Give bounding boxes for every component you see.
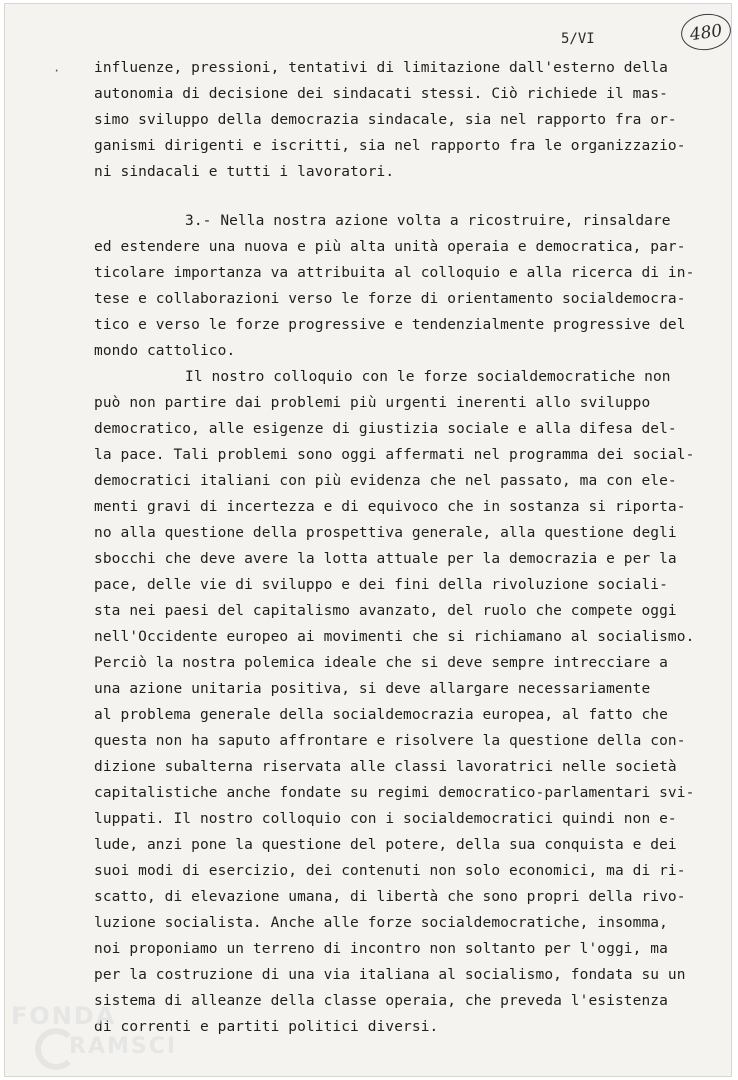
- text-line: ed estendere una nuova e più alta unità operaia e democratica, par-: [94, 239, 686, 255]
- text-line: per la costruzione di una via italiana al socialismo, fondata su un: [94, 967, 686, 983]
- text-line: influenze, pressioni, tentativi di limitazione dall'esterno della: [94, 60, 668, 76]
- watermark-text: RAMSCI: [69, 1034, 178, 1059]
- archive-watermark: [7, 1000, 197, 1077]
- text-line: democratici italiani con più evidenza che nel passato, ma con ele-: [94, 473, 677, 489]
- text-line: sta nei paesi del capitalismo avanzato, del ruolo che compete oggi: [94, 603, 677, 619]
- text-line: sbocchi che deve avere la lotta attuale per la democrazia e per la: [94, 551, 677, 567]
- text-line: ticolare importanza va attribuita al colloquio e alla ricerca di in-: [94, 265, 695, 281]
- text-line: pace, delle vie di sviluppo e dei fini della rivoluzione sociali-: [94, 577, 668, 593]
- watermark-text: FONDA: [11, 1002, 117, 1030]
- document-page: [4, 3, 732, 1077]
- text-line: no alla questione della prospettiva generale, alla questione degli: [94, 525, 677, 541]
- text-line: suoi modi di esercizio, dei contenuti non solo economici, ma di ri-: [94, 863, 686, 879]
- text-line: mondo cattolico.: [94, 343, 236, 359]
- text-line: questa non ha saputo affrontare e risolvere la questione della con-: [94, 733, 686, 749]
- text-line: democratico, alle esigenze di giustizia sociale e alla difesa del-: [94, 421, 677, 437]
- text-line: luppati. Il nostro colloquio con i socialdemocratici quindi non e-: [94, 811, 677, 827]
- text-line: al problema generale della socialdemocrazia europea, al fatto che: [94, 707, 668, 723]
- text-line: simo sviluppo della democrazia sindacale, sia nel rapporto fra or-: [94, 112, 677, 128]
- text-line: Il nostro colloquio con le forze socialdemocratiche non: [185, 369, 671, 385]
- text-line: una azione unitaria positiva, si deve allargare necessariamente: [94, 681, 651, 697]
- text-line: lude, anzi pone la questione del potere, della sua conquista e dei: [94, 837, 677, 853]
- text-line: la pace. Tali problemi sono oggi affermati nel programma dei social-: [94, 447, 695, 463]
- text-line: tico e verso le forze progressive e tendenzialmente progressive del: [94, 317, 686, 333]
- margin-mark: ·: [53, 64, 61, 78]
- text-line: di correnti e partiti politici diversi.: [94, 1019, 439, 1035]
- text-line: menti gravi di incertezza e di equivoco che in sostanza si riporta-: [94, 499, 686, 515]
- watermark-g-icon: [35, 1028, 77, 1070]
- text-line: noi proponiamo un terreno di incontro non soltanto per l'oggi, ma: [94, 941, 668, 957]
- text-line: Perciò la nostra polemica ideale che si deve sempre intrecciare a: [94, 655, 668, 671]
- text-line: luzione socialista. Anche alle forze socialdemocratiche, insomma,: [94, 915, 668, 931]
- text-line: nell'Occidente europeo ai movimenti che si richiamano al socialismo.: [94, 629, 695, 645]
- text-line: dizione subalterna riservata alle classi lavoratrici nelle società: [94, 759, 677, 775]
- text-line: scatto, di elevazione umana, di libertà che sono propri della rivo-: [94, 889, 686, 905]
- text-line: autonomia di decisione dei sindacati stessi. Ciò richiede il mas-: [94, 86, 668, 102]
- text-line: sistema di alleanze della classe operaia, che preveda l'esistenza: [94, 993, 668, 1009]
- page-number: 5/VI: [561, 31, 595, 47]
- text-line: ni sindacali e tutti i lavoratori.: [94, 164, 395, 180]
- archive-number-stamp: 480: [679, 11, 732, 54]
- text-line: ganismi dirigenti e iscritti, sia nel rapporto fra le organizzazio-: [94, 138, 686, 154]
- text-line: capitalistiche anche fondate su regimi democratico-parlamentari svi-: [94, 785, 695, 801]
- text-line: può non partire dai problemi più urgenti inerenti allo sviluppo: [94, 395, 651, 411]
- text-line: tese e collaborazioni verso le forze di orientamento socialdemocra-: [94, 291, 686, 307]
- text-line: 3.- Nella nostra azione volta a ricostruire, rinsaldare: [185, 213, 671, 229]
